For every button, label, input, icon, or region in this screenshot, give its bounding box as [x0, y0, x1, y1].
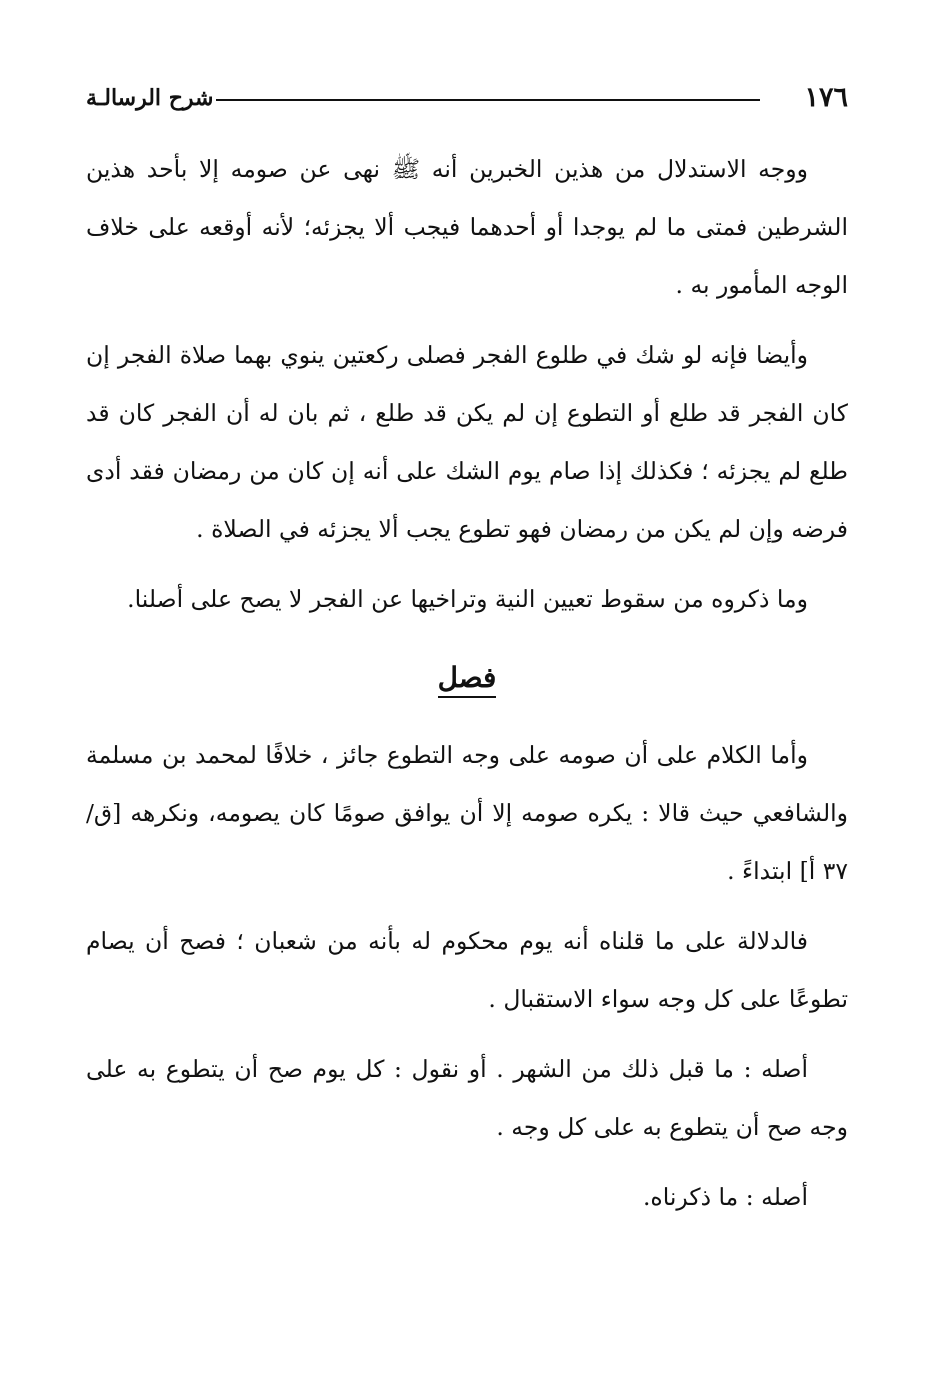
paragraph: ووجه الاستدلال من هذين الخبرين أنه ﷺ نهى عن صومه إلا بأحد هذين الشرطين فمتى ما لم يوجدا أو أحدهما فيجب ألا يجزئه؛ لأنه أوقعه على خلاف الوجه المأمور به . [86, 155, 848, 299]
paragraph: أصله : ما قبل ذلك من الشهر . أو نقول : كل يوم صح أن يتطوع به على وجه صح أن يتطوع به على كل وجه . [86, 1055, 848, 1141]
page-body [86, 140, 848, 1238]
running-header [86, 80, 848, 120]
section-heading-text: فصل [438, 661, 497, 698]
page-number: ١٧٦ [804, 82, 848, 113]
paragraph: وما ذكروه من سقوط تعيين النية وتراخيها عن الفجر لا يصح على أصلنا. [127, 585, 808, 613]
paragraph: وأيضا فإنه لو شك في طلوع الفجر فصلى ركعتين ينوي بهما صلاة الفجر إن كان الفجر قد طلع أو التطوع إن لم يكن قد طلع ، ثم بان له أن الفجر كان قد طلع لم يجزئه ؛ فكذلك إذا صام يوم الشك على أنه إن كان من رمضان فقد أدى فرضه وإن لم يكن من رمضان فهو تطوع يجب ألا يجزئه في الصلاة . [86, 341, 848, 543]
paragraph: فالدلالة على ما قلناه أنه يوم محكوم له بأنه من شعبان ؛ فصح أن يصام تطوعًا على كل وجه سواء الاستقبال . [86, 927, 848, 1013]
paragraph: وأما الكلام على أن صومه على وجه التطوع جائز ، خلافًا لمحمد بن مسلمة والشافعي حيث قالا : يكره صومه إلا أن يوافق صومًا كان يصومه، ونكرهه [ق/ ٣٧ أ] ابتداءً . [86, 741, 848, 885]
paragraph: أصله : ما ذكرناه. [642, 1183, 808, 1211]
section-heading [86, 648, 848, 708]
book-title: شرح الرسالـة [86, 85, 214, 111]
header-rule [216, 99, 760, 101]
